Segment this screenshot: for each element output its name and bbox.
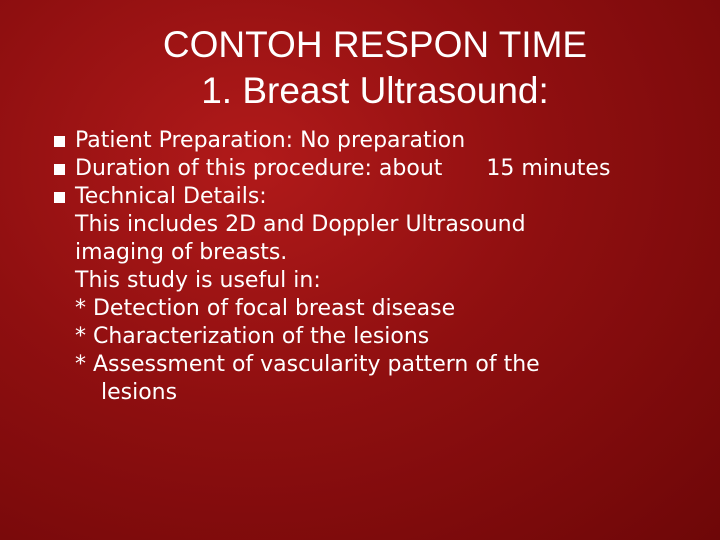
slide-title xyxy=(0,22,720,114)
duration-label: Duration of this procedure: about xyxy=(75,156,443,181)
detail-line: imaging of breasts. xyxy=(75,240,288,265)
bullet-preparation xyxy=(55,127,695,155)
detail-line: This study is useful in: xyxy=(75,268,321,293)
square-bullet-icon xyxy=(54,192,65,203)
detail-line: This includes 2D and Doppler Ultrasound xyxy=(75,212,526,237)
detail-line: * Assessment of vascularity pattern of the xyxy=(75,352,540,377)
technical-heading: Technical Details: xyxy=(75,184,267,209)
title-line-1: CONTOH RESPON TIME xyxy=(162,24,588,65)
duration-value: 15 minutes xyxy=(486,156,611,181)
bullet-list xyxy=(55,127,695,407)
detail-line: lesions xyxy=(101,380,178,405)
title-line-2: 1. Breast Ultrasound: xyxy=(201,70,549,111)
bullet-duration xyxy=(55,155,695,183)
detail-line: * Characterization of the lesions xyxy=(75,324,430,349)
square-bullet-icon xyxy=(54,164,65,175)
bullet-technical xyxy=(55,183,695,407)
preparation-text: Patient Preparation: No preparation xyxy=(75,128,466,153)
detail-line: * Detection of focal breast disease xyxy=(75,296,456,321)
square-bullet-icon xyxy=(54,136,65,147)
